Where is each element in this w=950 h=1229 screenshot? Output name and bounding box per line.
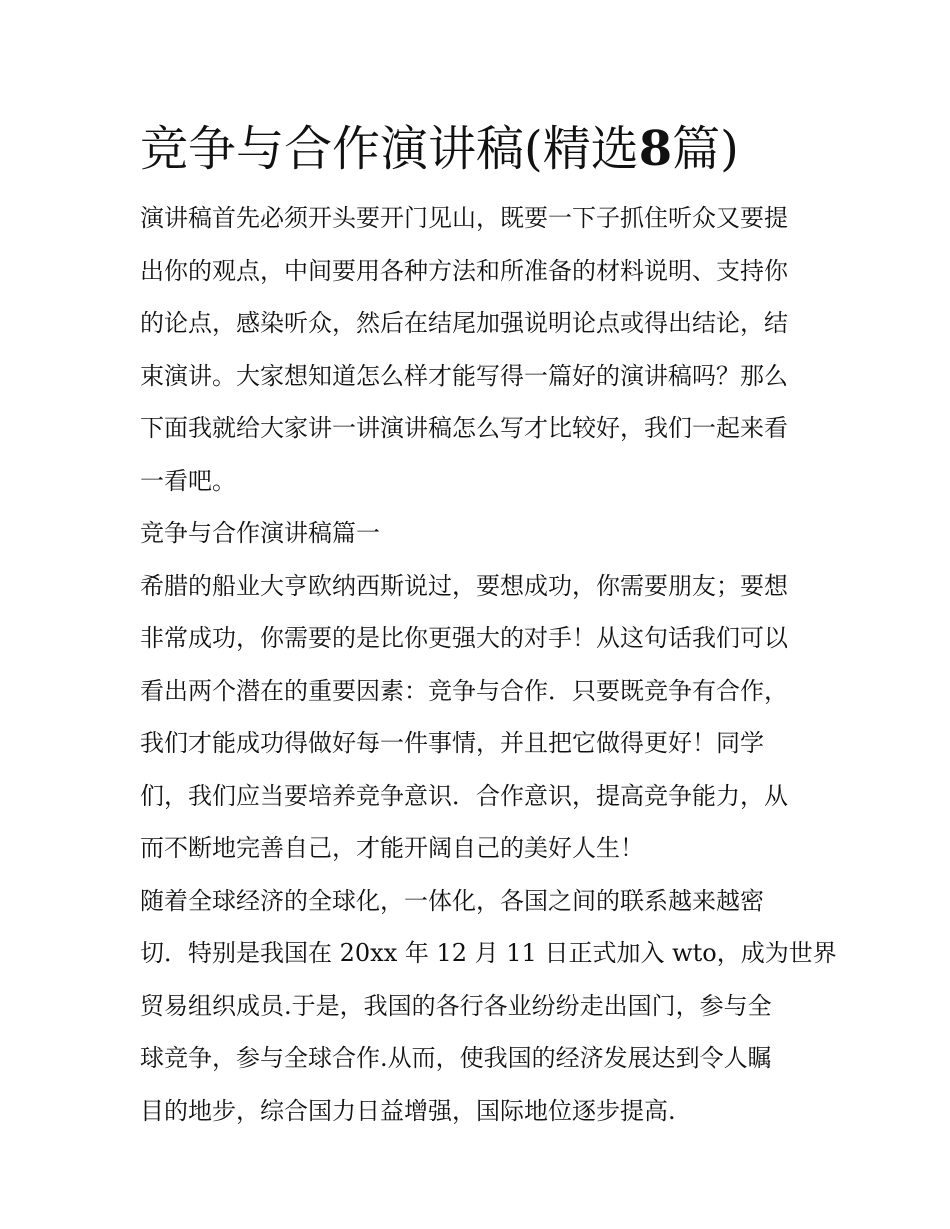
text-line: 我们才能成功得做好每一件事情，并且把它做得更好！同学 — [140, 729, 764, 757]
text-line: 出你的观点，中间要用各种方法和所准备的材料说明、支持你 — [140, 256, 788, 285]
text-line: 贸易组织成员.于是，我国的各行各业纷纷走出国门，参与全 — [140, 991, 772, 1020]
text-line: 希腊的船业大亨欧纳西斯说过，要想成功，你需要朋友；要想 — [140, 571, 788, 600]
text-line: 演讲稿首先必须开头要开门见山，既要一下子抓住听众又要提 — [140, 204, 788, 232]
title-end: 篇) — [672, 121, 739, 177]
text-line: 下面我就给大家讲一讲演讲稿怎么写才比较好，我们一起来看 — [140, 414, 788, 442]
text-line: 的论点，感染听众，然后在结尾加强说明论点或得出结论，结 — [140, 309, 788, 337]
text-line: 随着全球经济的全球化，一体化，各国之间的联系越来越密 — [140, 886, 764, 915]
text-line: 束演讲。大家想知道怎么样才能写得一篇好的演讲稿吗？那么 — [140, 361, 788, 390]
text-line: 球竞争，参与全球合作.从而，使我国的经济发展达到令人瞩 — [140, 1044, 772, 1072]
text-line: 们，我们应当要培养竞争意识．合作意识，提高竞争能力，从 — [140, 781, 788, 810]
text-line: 而不断地完善自己，才能开阔自己的美好人生！ — [140, 834, 644, 862]
text-line: 非常成功，你需要的是比你更强大的对手！从这句话我们可以 — [140, 624, 788, 652]
text-line: 目的地步，综合国力日益增强，国际地位逐步提高. — [140, 1096, 676, 1125]
section-heading: 竞争与合作演讲稿篇一 — [140, 519, 380, 547]
document-body — [140, 192, 837, 1137]
document-page — [140, 118, 837, 1137]
text-line: 看出两个潜在的重要因素：竞争与合作．只要既竞争有合作， — [140, 676, 788, 705]
document-title — [140, 118, 812, 180]
text-line: 切．特别是我国在 20xx 年 12 月 11 日正式加入 wto，成为世界 — [140, 939, 837, 967]
title-number: 8 — [638, 121, 673, 177]
text-line: 一看吧。 — [140, 466, 236, 495]
title-main: 竞争与合作演讲稿(精选 — [140, 121, 639, 177]
